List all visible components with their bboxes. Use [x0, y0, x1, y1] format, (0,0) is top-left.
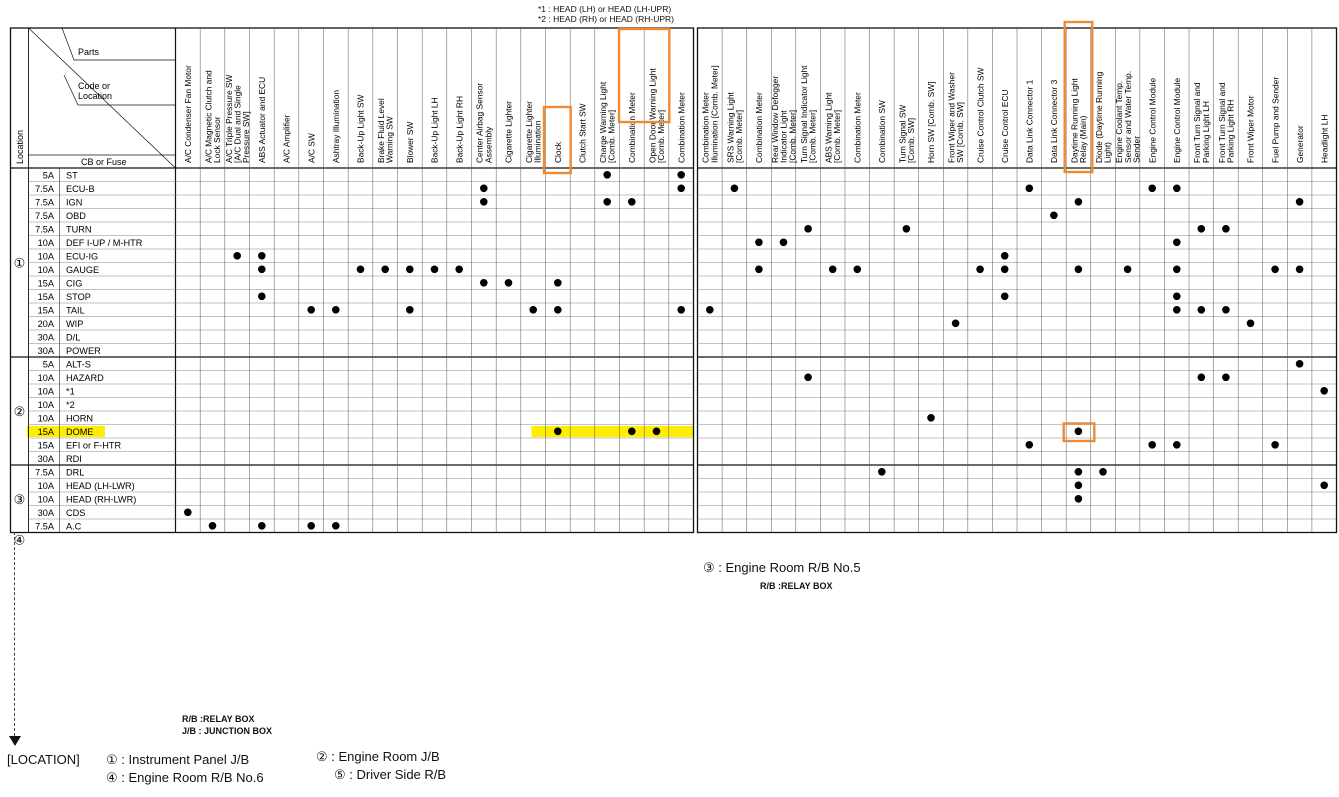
- fuse-name-1: ECU-B: [66, 183, 95, 194]
- connection-dot: [1075, 482, 1083, 490]
- left-column-header-9: Blower SW: [405, 121, 415, 163]
- fuse-amp-19: 15A: [37, 426, 54, 437]
- location-5: ⑤ : Driver Side R/B: [334, 767, 447, 782]
- fuse-amp-20: 15A: [37, 440, 54, 451]
- connection-dot: [505, 279, 513, 287]
- connection-dot: [1296, 198, 1304, 206]
- connection-dot: [755, 266, 763, 274]
- connection-dot: [1247, 320, 1255, 328]
- connection-dot: [258, 522, 266, 530]
- connection-dot: [628, 198, 636, 206]
- connection-dot: [554, 279, 562, 287]
- connection-dot: [677, 185, 685, 193]
- fuse-name-26: A.C: [66, 521, 82, 532]
- fuse-name-5: DEF I-UP / M-HTR: [66, 237, 143, 248]
- fuse-amp-15: 10A: [37, 372, 54, 383]
- right-column-header-8: Turn Signal SW: [897, 104, 908, 163]
- fuse-name-14: ALT-S: [66, 359, 91, 370]
- left-column-header-17: [Comb. Meter]: [606, 109, 617, 163]
- left-column-header-5: A/C SW: [306, 133, 317, 163]
- header-note-1: *1 : HEAD (LH) or HEAD (LH-UPR): [538, 4, 672, 14]
- left-column-header-1: Lock Sensor: [212, 116, 222, 163]
- fuse-name-3: OBD: [66, 210, 86, 221]
- fuse-amp-22: 7.5A: [35, 467, 54, 478]
- connection-dot: [731, 185, 739, 193]
- relay-box-abbr: R/B :RELAY BOX: [760, 581, 833, 591]
- connection-dot: [1320, 387, 1328, 395]
- connection-dot: [332, 522, 340, 530]
- connection-dot: [381, 266, 389, 274]
- connection-dot: [804, 225, 812, 233]
- connection-dot: [1296, 360, 1304, 368]
- right-column-header-5: [Comb. Meter]: [832, 109, 843, 163]
- left-column-header-14: Cigarette Lighter: [524, 101, 535, 163]
- right-column-header-6: Combination Meter: [852, 92, 863, 163]
- right-column-header-16: Light): [1102, 142, 1113, 163]
- fuse-amp-11: 20A: [37, 318, 54, 329]
- fuse-name-4: TURN: [66, 224, 92, 235]
- fuse-amp-5: 10A: [37, 237, 54, 248]
- right-column-header-16: Diode (Daytime Running: [1093, 71, 1104, 163]
- left-column-header-18: Combination Meter: [627, 92, 637, 163]
- left-column-header-8: Warning SW: [384, 116, 395, 163]
- connection-dot: [258, 266, 266, 274]
- connection-dot: [1173, 266, 1181, 274]
- left-column-header-8: Brake Fluid Level: [376, 98, 387, 163]
- connection-dot: [1320, 482, 1328, 490]
- corner-parts-line: [62, 28, 74, 60]
- relay-box-caption: ③ : Engine Room R/B No.5: [703, 560, 861, 575]
- fuse-amp-1: 7.5A: [35, 183, 54, 194]
- left-column-header-12: Center Airbag Sensor: [474, 82, 485, 163]
- connection-dot: [1296, 266, 1304, 274]
- right-column-header-10: Front Wiper and Washer: [946, 72, 957, 163]
- connection-dot: [1050, 212, 1058, 220]
- connection-dot: [1075, 266, 1083, 274]
- right-column-header-4: Turn Signal Indicator Light: [799, 65, 809, 163]
- right-column-header-21: Parking Light RH: [1225, 99, 1236, 163]
- connection-dot: [307, 522, 315, 530]
- connection-dot: [677, 171, 685, 179]
- location-group-mark-1: ①: [13, 255, 26, 271]
- left-table-frame: [11, 28, 694, 533]
- location-title: [LOCATION]: [7, 752, 80, 767]
- left-column-header-10: Back-Up Light LH: [429, 97, 440, 163]
- connection-dot: [1148, 185, 1156, 193]
- left-column-header-16: Clutch Start SW: [577, 103, 588, 163]
- connection-dot: [1075, 198, 1083, 206]
- connection-dot: [1075, 468, 1083, 476]
- connection-dot: [829, 266, 837, 274]
- fuse-name-13: POWER: [66, 345, 101, 356]
- left-column-header-0: A/C Condenser Fan Motor: [183, 65, 193, 163]
- connection-dot: [903, 225, 911, 233]
- fuse-name-24: HEAD (RH-LWR): [66, 494, 137, 505]
- fuse-name-22: DRL: [66, 467, 85, 478]
- right-column-header-0: Combination Meter: [700, 92, 711, 163]
- corner-code-label: Code or: [78, 81, 111, 91]
- connection-dot: [1148, 441, 1156, 449]
- fuse-name-11: WIP: [66, 318, 84, 329]
- connection-dot: [878, 468, 886, 476]
- fuse-amp-16: 10A: [37, 386, 54, 397]
- right-column-header-2: Combination Meter: [754, 92, 765, 163]
- connection-dot: [258, 293, 266, 301]
- fuse-amp-25: 30A: [37, 507, 54, 518]
- connection-dot: [927, 414, 935, 422]
- location-group-mark-3: ③: [13, 491, 26, 507]
- connection-dot: [603, 198, 611, 206]
- connection-dot: [455, 266, 463, 274]
- right-column-header-0: Illumination [Comb. Meter]: [709, 65, 720, 163]
- corner-location-label: Location: [15, 129, 25, 164]
- abbr-junction-box: J/B : JUNCTION BOX: [182, 726, 273, 736]
- connection-dot: [1173, 185, 1181, 193]
- fuse-name-20: EFI or F-HTR: [66, 440, 122, 451]
- left-column-header-4: A/C Amplifier: [281, 114, 292, 163]
- fuse-amp-7: 10A: [37, 264, 54, 275]
- right-column-header-21: Front Turn Signal and: [1216, 82, 1227, 163]
- connection-dot: [1026, 441, 1034, 449]
- connection-dot: [653, 428, 661, 436]
- connection-dot: [1198, 374, 1206, 382]
- left-column-header-14: Illumination: [532, 120, 543, 163]
- left-column-header-13: Cigarette Lighter: [503, 101, 514, 163]
- connection-dot: [1173, 306, 1181, 314]
- right-column-header-3: Indicator Light: [778, 110, 789, 163]
- fuse-amp-3: 7.5A: [35, 210, 54, 221]
- connection-dot: [1198, 306, 1206, 314]
- left-column-header-6: Ashtray Illumination: [331, 89, 341, 163]
- connection-dot: [1173, 441, 1181, 449]
- right-column-header-3: [Comb. Meter]: [787, 109, 798, 163]
- connection-dot: [976, 266, 984, 274]
- connection-dot: [780, 239, 788, 247]
- fuse-amp-12: 30A: [37, 332, 54, 343]
- fuse-name-21: RDI: [66, 453, 82, 464]
- connection-dot: [1173, 293, 1181, 301]
- fuse-name-8: CIG: [66, 278, 83, 289]
- left-column-header-2: [A/C Dual and Single: [232, 85, 243, 163]
- left-column-header-2: Pressure SW]: [241, 111, 251, 163]
- connection-dot: [755, 239, 763, 247]
- right-column-header-23: Fuel Pump and Sender: [1270, 76, 1281, 163]
- left-column-header-7: Back-Up Light SW: [355, 94, 366, 163]
- connection-dot: [406, 266, 414, 274]
- connection-dot: [357, 266, 365, 274]
- connection-dot: [307, 306, 315, 314]
- left-column-header-19: Open Door Warning Light: [647, 68, 658, 163]
- location-2: ② : Engine Room J/B: [316, 749, 440, 764]
- fuse-amp-23: 10A: [37, 480, 54, 491]
- fuse-name-16: *1: [66, 386, 75, 397]
- fuse-amp-9: 15A: [37, 291, 54, 302]
- right-column-header-9: Horn SW [Comb. SW]: [926, 81, 937, 163]
- connection-dot: [554, 306, 562, 314]
- fuse-amp-0: 5A: [42, 170, 54, 181]
- right-column-header-22: Front Wiper Motor: [1245, 95, 1256, 163]
- left-column-header-17: Charge Warning Light: [598, 81, 609, 163]
- fuse-name-18: HORN: [66, 413, 94, 424]
- fuse-amp-14: 5A: [42, 359, 54, 370]
- connection-dot: [554, 428, 562, 436]
- right-column-header-10: SW [Comb. SW]: [955, 102, 966, 163]
- location-group-mark-2: ②: [13, 404, 26, 419]
- right-column-header-17: Sensor and Water Temp.: [1122, 70, 1133, 163]
- connection-dot: [406, 306, 414, 314]
- connection-dot: [1222, 306, 1230, 314]
- connection-dot: [1271, 441, 1279, 449]
- right-column-header-17: Sender: [1131, 135, 1142, 163]
- fuse-name-12: D/L: [66, 332, 81, 343]
- fuse-name-6: ECU-IG: [66, 251, 99, 262]
- connection-dot: [628, 428, 636, 436]
- right-column-header-19: Engine Control Module: [1172, 77, 1182, 163]
- connection-dot: [1075, 495, 1083, 503]
- connection-dot: [706, 306, 714, 314]
- right-column-header-25: Headlight LH: [1319, 114, 1330, 163]
- fuse-name-19: DOME: [66, 426, 94, 437]
- connection-dot: [1026, 185, 1034, 193]
- connection-dot: [184, 509, 192, 517]
- right-column-header-15: Relay (Main): [1077, 115, 1088, 163]
- arrow-line: [14, 532, 15, 736]
- location-4: ④ : Engine Room R/B No.6: [106, 770, 264, 785]
- fuse-name-0: ST: [66, 170, 78, 181]
- left-column-header-11: Back-Up Light RH: [454, 95, 465, 163]
- connection-dot: [1075, 428, 1083, 436]
- right-column-header-5: ABS Warning Light: [823, 92, 834, 163]
- connection-dot: [209, 522, 217, 530]
- connection-dot: [431, 266, 439, 274]
- connection-dot: [1001, 293, 1009, 301]
- connection-dot: [529, 306, 537, 314]
- fuse-amp-21: 30A: [37, 453, 54, 464]
- connection-dot: [258, 252, 266, 260]
- abbr-relay-box: R/B :RELAY BOX: [182, 714, 255, 724]
- right-column-header-1: [Comb. Meter]: [733, 109, 744, 163]
- fuse-amp-13: 30A: [37, 345, 54, 356]
- connection-dot: [1222, 374, 1230, 382]
- fuse-name-17: *2: [66, 399, 75, 410]
- connection-dot: [1001, 252, 1009, 260]
- right-column-header-4: [Comb. Meter]: [807, 109, 818, 163]
- left-column-header-19: [Comb. Meter]: [656, 109, 666, 163]
- right-column-header-12: Cruise Control ECU: [999, 89, 1010, 163]
- fuse-amp-6: 10A: [37, 251, 54, 262]
- right-column-header-3: Rear Window Defogger: [770, 75, 781, 163]
- fuse-amp-2: 7.5A: [35, 197, 54, 208]
- location-group-mark-4: ④: [13, 532, 26, 548]
- connection-dot: [854, 266, 862, 274]
- right-column-header-13: Data Link Connector 1: [1024, 79, 1035, 163]
- left-column-header-1: A/C Magnetic Clutch and: [203, 70, 214, 163]
- connection-dot: [480, 185, 488, 193]
- connection-dot: [952, 320, 960, 328]
- fuse-name-7: GAUGE: [66, 264, 100, 275]
- right-column-header-20: Front Turn Signal and: [1192, 82, 1203, 163]
- connection-dot: [1001, 266, 1009, 274]
- right-column-header-11: Cruise Control Clutch SW: [975, 67, 986, 163]
- right-column-header-1: SRS Warning Light: [725, 92, 736, 163]
- left-column-header-15: Clock: [553, 142, 563, 163]
- connection-dot: [480, 198, 488, 206]
- fuse-amp-17: 10A: [37, 399, 54, 410]
- fuse-name-2: IGN: [66, 197, 83, 208]
- corner-parts-label: Parts: [78, 47, 100, 57]
- connection-dot: [677, 306, 685, 314]
- connection-dot: [1173, 239, 1181, 247]
- connection-dot: [480, 279, 488, 287]
- fuse-name-10: TAIL: [66, 305, 85, 316]
- location-1: ① : Instrument Panel J/B: [106, 752, 250, 767]
- connection-dot: [1124, 266, 1132, 274]
- left-column-header-12: Assembly: [483, 126, 494, 163]
- connection-dot: [233, 252, 241, 260]
- arrow-down-icon: [9, 736, 21, 746]
- fuse-amp-18: 10A: [37, 413, 54, 424]
- corner-code-line: [64, 75, 78, 105]
- right-column-header-14: Data Link Connector 3: [1049, 79, 1060, 163]
- left-column-header-3: ABS Actuator and ECU: [257, 76, 267, 163]
- right-column-header-8: [Comb. SW]: [905, 117, 916, 163]
- left-column-header-2: A/C Triple Pressure SW: [223, 74, 234, 163]
- right-column-header-17: Engine Coolant Temp.: [1114, 80, 1125, 163]
- right-column-header-15: Daytime Running Light: [1069, 78, 1080, 163]
- corner-code-label: Location: [78, 91, 113, 101]
- connection-dot: [603, 171, 611, 179]
- fuse-amp-24: 10A: [37, 494, 54, 505]
- fuse-name-9: STOP: [66, 291, 91, 302]
- connection-dot: [804, 374, 812, 382]
- right-column-header-7: Combination SW: [877, 100, 887, 163]
- fuse-name-15: HAZARD: [66, 372, 104, 383]
- right-column-header-24: Generator: [1294, 125, 1305, 163]
- fuse-amp-4: 7.5A: [35, 224, 54, 235]
- right-column-header-20: Parking Light LH: [1200, 101, 1211, 163]
- right-column-header-18: Engine Control Module: [1147, 77, 1158, 163]
- corner-cbfuse-label: CB or Fuse: [81, 157, 127, 167]
- fuse-amp-10: 15A: [37, 305, 54, 316]
- fuse-name-25: CDS: [66, 507, 86, 518]
- connection-dot: [1099, 468, 1107, 476]
- connection-dot: [1198, 225, 1206, 233]
- fuse-amp-8: 15A: [37, 278, 54, 289]
- connection-dot: [1222, 225, 1230, 233]
- header-note-2: *2 : HEAD (RH) or HEAD (RH-UPR): [538, 14, 675, 24]
- connection-dot: [332, 306, 340, 314]
- fuse-amp-26: 7.5A: [35, 521, 54, 532]
- left-column-header-20: Combination Meter: [676, 92, 687, 163]
- fuse-name-23: HEAD (LH-LWR): [66, 480, 135, 491]
- connection-dot: [1271, 266, 1279, 274]
